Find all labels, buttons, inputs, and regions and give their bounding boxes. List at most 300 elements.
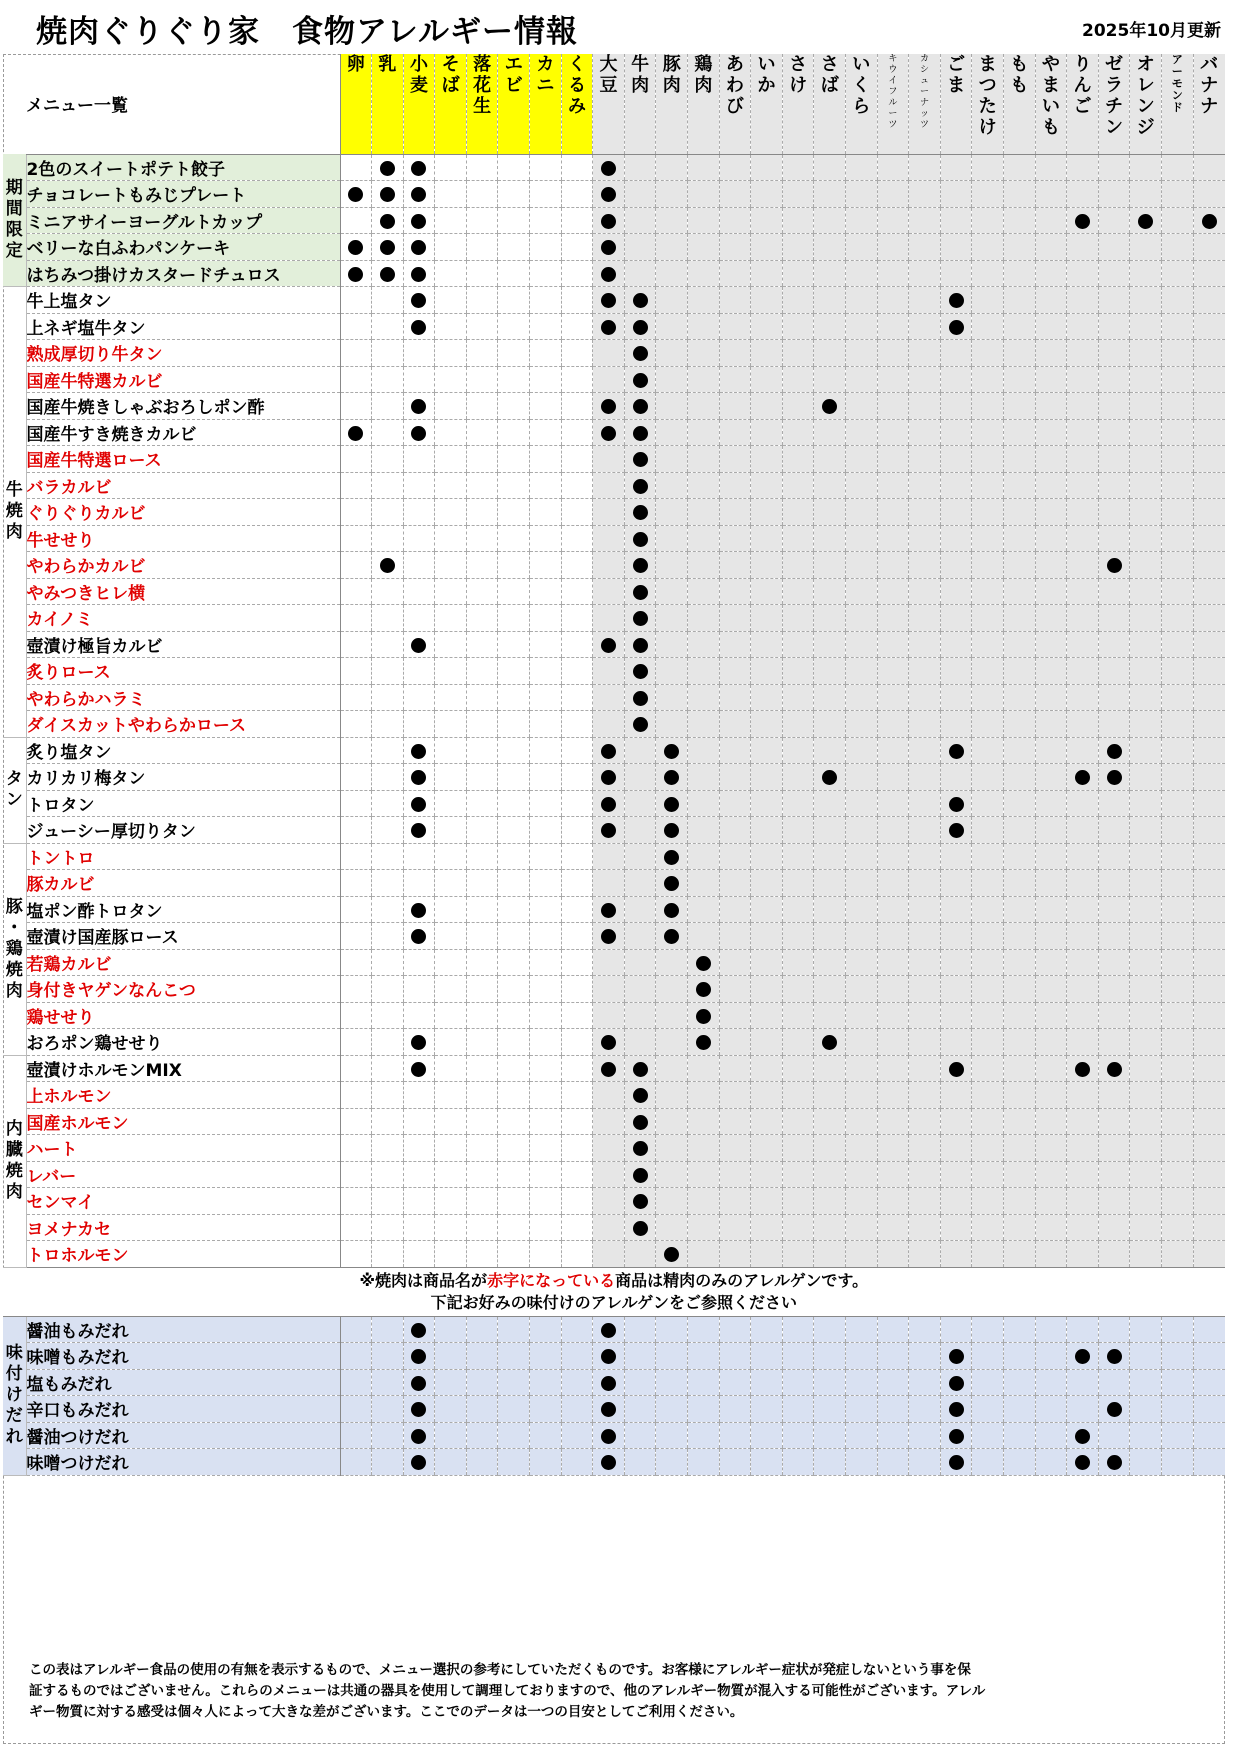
allergen-cell — [940, 764, 972, 791]
allergen-cell — [719, 1055, 751, 1082]
contains-mark — [601, 797, 616, 812]
table-row — [3, 207, 1225, 234]
allergen-cell — [624, 1241, 656, 1268]
allergen-cell — [877, 419, 909, 446]
contains-mark — [380, 240, 395, 255]
allergen-cell — [466, 870, 498, 897]
allergen-cell — [593, 1082, 625, 1109]
allergen-cell — [940, 605, 972, 632]
allergen-cell — [1098, 472, 1130, 499]
allergen-cell — [435, 843, 467, 870]
allergen-cell — [814, 287, 846, 314]
allergen-cell — [561, 525, 593, 552]
allergen-cell — [1067, 419, 1099, 446]
allergen-cell — [435, 578, 467, 605]
allergen-cell — [877, 287, 909, 314]
allergen-cell — [372, 313, 404, 340]
allergen-cell — [372, 1108, 404, 1135]
allergen-cell — [1067, 260, 1099, 287]
allergen-cell — [846, 1161, 878, 1188]
allergen-cell — [1098, 181, 1130, 208]
allergen-cell — [435, 446, 467, 473]
allergen-cell — [498, 366, 530, 393]
allergen-cell — [782, 1029, 814, 1056]
allergen-cell — [940, 1082, 972, 1109]
allergen-cell — [846, 658, 878, 685]
contains-mark — [411, 1376, 426, 1391]
allergen-cell — [403, 578, 435, 605]
contains-mark — [633, 532, 648, 547]
contains-mark — [633, 505, 648, 520]
allergen-cell — [1035, 1449, 1067, 1476]
allergen-cell — [940, 260, 972, 287]
allergen-cell — [593, 711, 625, 738]
allergen-cell — [624, 366, 656, 393]
menu-item-name: 炙り塩タン — [26, 737, 340, 764]
allergen-cell — [1098, 1316, 1130, 1343]
allergen-cell — [1067, 366, 1099, 393]
allergen-cell — [751, 499, 783, 526]
allergen-cell — [435, 896, 467, 923]
allergen-cell — [688, 393, 720, 420]
allergen-cell — [561, 1029, 593, 1056]
allergen-cell — [751, 419, 783, 446]
allergen-cell — [940, 1241, 972, 1268]
allergen-cell — [1161, 1108, 1193, 1135]
allergen-cell — [1098, 711, 1130, 738]
allergen-cell — [814, 976, 846, 1003]
allergen-cell — [1161, 817, 1193, 844]
table-row — [3, 154, 1225, 181]
allergen-cell — [403, 207, 435, 234]
allergen-cell — [719, 764, 751, 791]
category-label: 味 付 け だ れ — [3, 1316, 26, 1475]
allergen-cell — [846, 843, 878, 870]
allergen-cell — [403, 1188, 435, 1215]
allergen-cell — [1035, 1161, 1067, 1188]
allergen-cell — [782, 711, 814, 738]
allergen-cell — [435, 366, 467, 393]
allergen-cell — [593, 1055, 625, 1082]
allergen-cell — [877, 1002, 909, 1029]
allergen-cell — [877, 552, 909, 579]
allergen-cell — [1193, 843, 1225, 870]
allergen-cell — [624, 1316, 656, 1343]
allergen-cell — [940, 870, 972, 897]
allergen-header: ゼ ラ チ ン — [1098, 54, 1130, 154]
table-row — [3, 446, 1225, 473]
allergen-cell — [972, 790, 1004, 817]
allergen-cell — [624, 923, 656, 950]
allergen-cell — [1035, 1188, 1067, 1215]
table-row — [3, 1108, 1225, 1135]
allergen-cell — [372, 1002, 404, 1029]
note-line1-suffix: 商品は精肉のみのアレルゲンです。 — [615, 1270, 869, 1290]
allergen-cell — [1098, 1343, 1130, 1370]
allergen-cell — [656, 419, 688, 446]
allergen-cell — [656, 896, 688, 923]
allergen-cell — [940, 949, 972, 976]
allergen-cell — [435, 313, 467, 340]
allergen-header: そ ば — [435, 54, 467, 154]
allergen-cell — [1130, 419, 1162, 446]
allergen-cell — [403, 525, 435, 552]
allergen-header: い く ら — [846, 54, 878, 154]
allergen-cell — [719, 1082, 751, 1109]
category-label: 豚 ・ 鶏 焼 肉 — [3, 843, 26, 1055]
allergen-cell — [1067, 234, 1099, 261]
allergen-cell — [435, 737, 467, 764]
allergen-cell — [719, 1214, 751, 1241]
table-row — [3, 1082, 1225, 1109]
table-row — [3, 737, 1225, 764]
allergen-cell — [814, 737, 846, 764]
allergen-cell — [1130, 684, 1162, 711]
allergen-cell — [403, 472, 435, 499]
allergen-cell — [498, 207, 530, 234]
allergen-cell — [593, 790, 625, 817]
allergen-cell — [340, 260, 372, 287]
allergen-cell — [340, 1396, 372, 1423]
allergen-cell — [719, 313, 751, 340]
allergen-cell — [466, 1422, 498, 1449]
allergen-cell — [403, 1082, 435, 1109]
table-row — [3, 1161, 1225, 1188]
allergen-cell — [814, 1369, 846, 1396]
allergen-cell — [593, 1241, 625, 1268]
allergen-cell — [909, 1055, 941, 1082]
contains-mark — [822, 770, 837, 785]
allergen-cell — [656, 843, 688, 870]
allergen-cell — [624, 419, 656, 446]
allergen-cell — [1067, 764, 1099, 791]
allergen-cell — [1161, 552, 1193, 579]
allergen-cell — [403, 1316, 435, 1343]
allergen-cell — [403, 1108, 435, 1135]
allergen-cell — [1003, 790, 1035, 817]
table-row — [3, 896, 1225, 923]
allergen-cell — [688, 552, 720, 579]
allergen-cell — [466, 949, 498, 976]
contains-mark — [633, 717, 648, 732]
allergen-cell — [1130, 764, 1162, 791]
allergen-cell — [1161, 1029, 1193, 1056]
allergen-cell — [1067, 207, 1099, 234]
menu-item-name: 国産ホルモン — [26, 1108, 340, 1135]
allergen-cell — [340, 1188, 372, 1215]
allergen-cell — [1067, 1369, 1099, 1396]
allergen-cell — [498, 1316, 530, 1343]
allergen-cell — [846, 1369, 878, 1396]
allergen-cell — [1130, 446, 1162, 473]
allergen-cell — [403, 181, 435, 208]
allergen-cell — [688, 1396, 720, 1423]
allergen-cell — [593, 313, 625, 340]
allergen-header: く る み — [561, 54, 593, 154]
allergen-cell — [1193, 764, 1225, 791]
allergen-cell — [656, 181, 688, 208]
allergen-cell — [435, 1029, 467, 1056]
allergen-cell — [656, 340, 688, 367]
allergen-cell — [498, 1029, 530, 1056]
allergen-cell — [466, 1241, 498, 1268]
allergen-cell — [751, 605, 783, 632]
allergen-cell — [782, 1241, 814, 1268]
allergen-cell — [1098, 631, 1130, 658]
allergen-cell — [751, 790, 783, 817]
contains-mark — [1107, 558, 1122, 573]
allergen-cell — [466, 843, 498, 870]
allergen-cell — [561, 1002, 593, 1029]
allergen-cell — [1098, 684, 1130, 711]
allergen-cell — [498, 154, 530, 181]
allergen-cell — [561, 658, 593, 685]
allergen-cell — [498, 1108, 530, 1135]
allergen-cell — [1035, 870, 1067, 897]
allergen-cell — [751, 817, 783, 844]
contains-mark — [348, 426, 363, 441]
allergen-cell — [656, 923, 688, 950]
allergen-cell — [435, 1316, 467, 1343]
allergen-cell — [972, 843, 1004, 870]
allergen-cell — [814, 949, 846, 976]
allergen-cell — [1035, 1055, 1067, 1082]
allergen-cell — [624, 287, 656, 314]
allergen-cell — [1035, 843, 1067, 870]
allergen-cell — [688, 260, 720, 287]
allergen-cell — [403, 446, 435, 473]
allergen-cell — [1193, 154, 1225, 181]
allergen-cell — [751, 181, 783, 208]
allergen-cell — [498, 525, 530, 552]
allergen-cell — [1098, 340, 1130, 367]
allergen-cell — [1035, 340, 1067, 367]
contains-mark — [601, 214, 616, 229]
allergen-cell — [593, 684, 625, 711]
allergen-cell — [782, 499, 814, 526]
allergen-cell — [782, 976, 814, 1003]
allergen-cell — [593, 658, 625, 685]
allergen-cell — [656, 234, 688, 261]
allergen-cell — [1035, 896, 1067, 923]
allergen-cell — [435, 1082, 467, 1109]
allergen-cell — [1035, 764, 1067, 791]
allergen-cell — [561, 472, 593, 499]
allergen-cell — [593, 1422, 625, 1449]
allergen-cell — [877, 260, 909, 287]
allergen-cell — [1003, 1422, 1035, 1449]
allergen-cell — [372, 499, 404, 526]
allergen-cell — [909, 181, 941, 208]
contains-mark — [411, 267, 426, 282]
allergen-cell — [1035, 366, 1067, 393]
allergen-cell — [1130, 737, 1162, 764]
allergen-cell — [814, 1161, 846, 1188]
contains-mark — [601, 399, 616, 414]
table-row — [3, 260, 1225, 287]
allergen-cell — [372, 976, 404, 1003]
allergen-cell — [719, 340, 751, 367]
allergen-cell — [1067, 737, 1099, 764]
allergen-cell — [435, 552, 467, 579]
contains-mark — [1138, 214, 1153, 229]
allergen-header: 豚 肉 — [656, 54, 688, 154]
allergen-cell — [593, 366, 625, 393]
allergen-cell — [593, 154, 625, 181]
allergen-cell — [498, 552, 530, 579]
allergen-cell — [846, 260, 878, 287]
allergen-cell — [593, 260, 625, 287]
allergen-cell — [940, 1029, 972, 1056]
allergen-cell — [909, 1422, 941, 1449]
allergen-cell — [340, 790, 372, 817]
contains-mark — [601, 1349, 616, 1364]
allergen-cell — [340, 870, 372, 897]
allergen-cell — [688, 949, 720, 976]
menu-item-name: 身付きヤゲンなんこつ — [26, 976, 340, 1003]
allergen-cell — [498, 446, 530, 473]
allergen-cell — [530, 790, 562, 817]
allergen-cell — [1035, 658, 1067, 685]
allergen-cell — [719, 525, 751, 552]
allergen-cell — [530, 1396, 562, 1423]
allergen-cell — [340, 287, 372, 314]
allergen-cell — [782, 1396, 814, 1423]
table-row — [3, 1055, 1225, 1082]
allergen-cell — [940, 313, 972, 340]
allergen-cell — [656, 1396, 688, 1423]
allergy-table — [3, 54, 1225, 1476]
allergen-cell — [593, 1214, 625, 1241]
allergen-cell — [656, 711, 688, 738]
allergen-cell — [877, 1108, 909, 1135]
allergen-cell — [940, 1055, 972, 1082]
allergen-cell — [403, 764, 435, 791]
allergen-cell — [814, 154, 846, 181]
allergen-cell — [372, 260, 404, 287]
table-row — [3, 234, 1225, 261]
allergen-header: 乳 — [372, 54, 404, 154]
allergen-cell — [1130, 605, 1162, 632]
allergen-cell — [1193, 1241, 1225, 1268]
allergen-header: オ レ ン ジ — [1130, 54, 1162, 154]
allergen-cell — [940, 578, 972, 605]
allergen-cell — [435, 870, 467, 897]
allergen-cell — [751, 1055, 783, 1082]
allergen-cell — [909, 949, 941, 976]
allergen-cell — [1098, 287, 1130, 314]
allergen-cell — [688, 234, 720, 261]
menu-item-name: カリカリ梅タン — [26, 764, 340, 791]
allergen-cell — [814, 207, 846, 234]
allergen-cell — [656, 287, 688, 314]
allergen-cell — [1003, 207, 1035, 234]
allergen-cell — [466, 1082, 498, 1109]
allergen-cell — [530, 1188, 562, 1215]
allergen-cell — [1193, 578, 1225, 605]
allergen-cell — [846, 870, 878, 897]
allergen-cell — [1035, 605, 1067, 632]
menu-item-name: 国産牛焼きしゃぶおろしポン酢 — [26, 393, 340, 420]
allergen-cell — [498, 658, 530, 685]
allergen-cell — [530, 154, 562, 181]
allergen-cell — [466, 260, 498, 287]
allergen-cell — [940, 234, 972, 261]
allergen-cell — [1193, 1369, 1225, 1396]
allergen-cell — [498, 181, 530, 208]
table-row — [3, 1214, 1225, 1241]
allergen-cell — [1035, 207, 1067, 234]
allergen-cell — [498, 1422, 530, 1449]
allergen-cell — [403, 234, 435, 261]
allergen-cell — [1193, 1343, 1225, 1370]
allergen-cell — [719, 1422, 751, 1449]
menu-item-name: 牛せせり — [26, 525, 340, 552]
allergen-cell — [940, 711, 972, 738]
allergen-cell — [1130, 711, 1162, 738]
contains-mark — [411, 744, 426, 759]
allergen-cell — [846, 181, 878, 208]
allergen-cell — [340, 1241, 372, 1268]
allergen-cell — [814, 1422, 846, 1449]
allergen-cell — [814, 658, 846, 685]
allergen-cell — [719, 1369, 751, 1396]
allergen-cell — [719, 181, 751, 208]
allergen-cell — [530, 896, 562, 923]
allergen-cell — [814, 446, 846, 473]
allergen-cell — [403, 499, 435, 526]
allergen-cell — [1003, 658, 1035, 685]
allergen-cell — [1161, 605, 1193, 632]
contains-mark — [601, 320, 616, 335]
allergen-cell — [1035, 181, 1067, 208]
allergen-cell — [656, 207, 688, 234]
allergen-cell — [719, 446, 751, 473]
allergen-cell — [688, 684, 720, 711]
table-row — [3, 499, 1225, 526]
allergen-cell — [466, 790, 498, 817]
allergen-cell — [340, 1422, 372, 1449]
allergen-cell — [1098, 313, 1130, 340]
allergen-cell — [624, 605, 656, 632]
menu-item-name: おろポン鶏せせり — [26, 1029, 340, 1056]
allergen-cell — [782, 1449, 814, 1476]
table-row — [3, 552, 1225, 579]
allergen-cell — [340, 1449, 372, 1476]
allergen-cell — [435, 605, 467, 632]
menu-item-name: ヨメナカセ — [26, 1214, 340, 1241]
allergen-cell — [403, 737, 435, 764]
allergen-cell — [719, 896, 751, 923]
allergen-cell — [782, 1422, 814, 1449]
allergen-cell — [435, 393, 467, 420]
allergen-cell — [530, 658, 562, 685]
contains-mark — [380, 267, 395, 282]
allergen-cell — [877, 658, 909, 685]
allergen-cell — [1067, 817, 1099, 844]
allergen-cell — [1161, 578, 1193, 605]
allergen-header: い か — [751, 54, 783, 154]
allergen-cell — [403, 287, 435, 314]
allergen-cell — [435, 499, 467, 526]
allergen-cell — [719, 578, 751, 605]
allergen-cell — [1193, 605, 1225, 632]
table-row — [3, 1188, 1225, 1215]
allergen-cell — [624, 764, 656, 791]
allergen-cell — [340, 1161, 372, 1188]
menu-item-name: 鶏せせり — [26, 1002, 340, 1029]
allergen-cell — [530, 1161, 562, 1188]
